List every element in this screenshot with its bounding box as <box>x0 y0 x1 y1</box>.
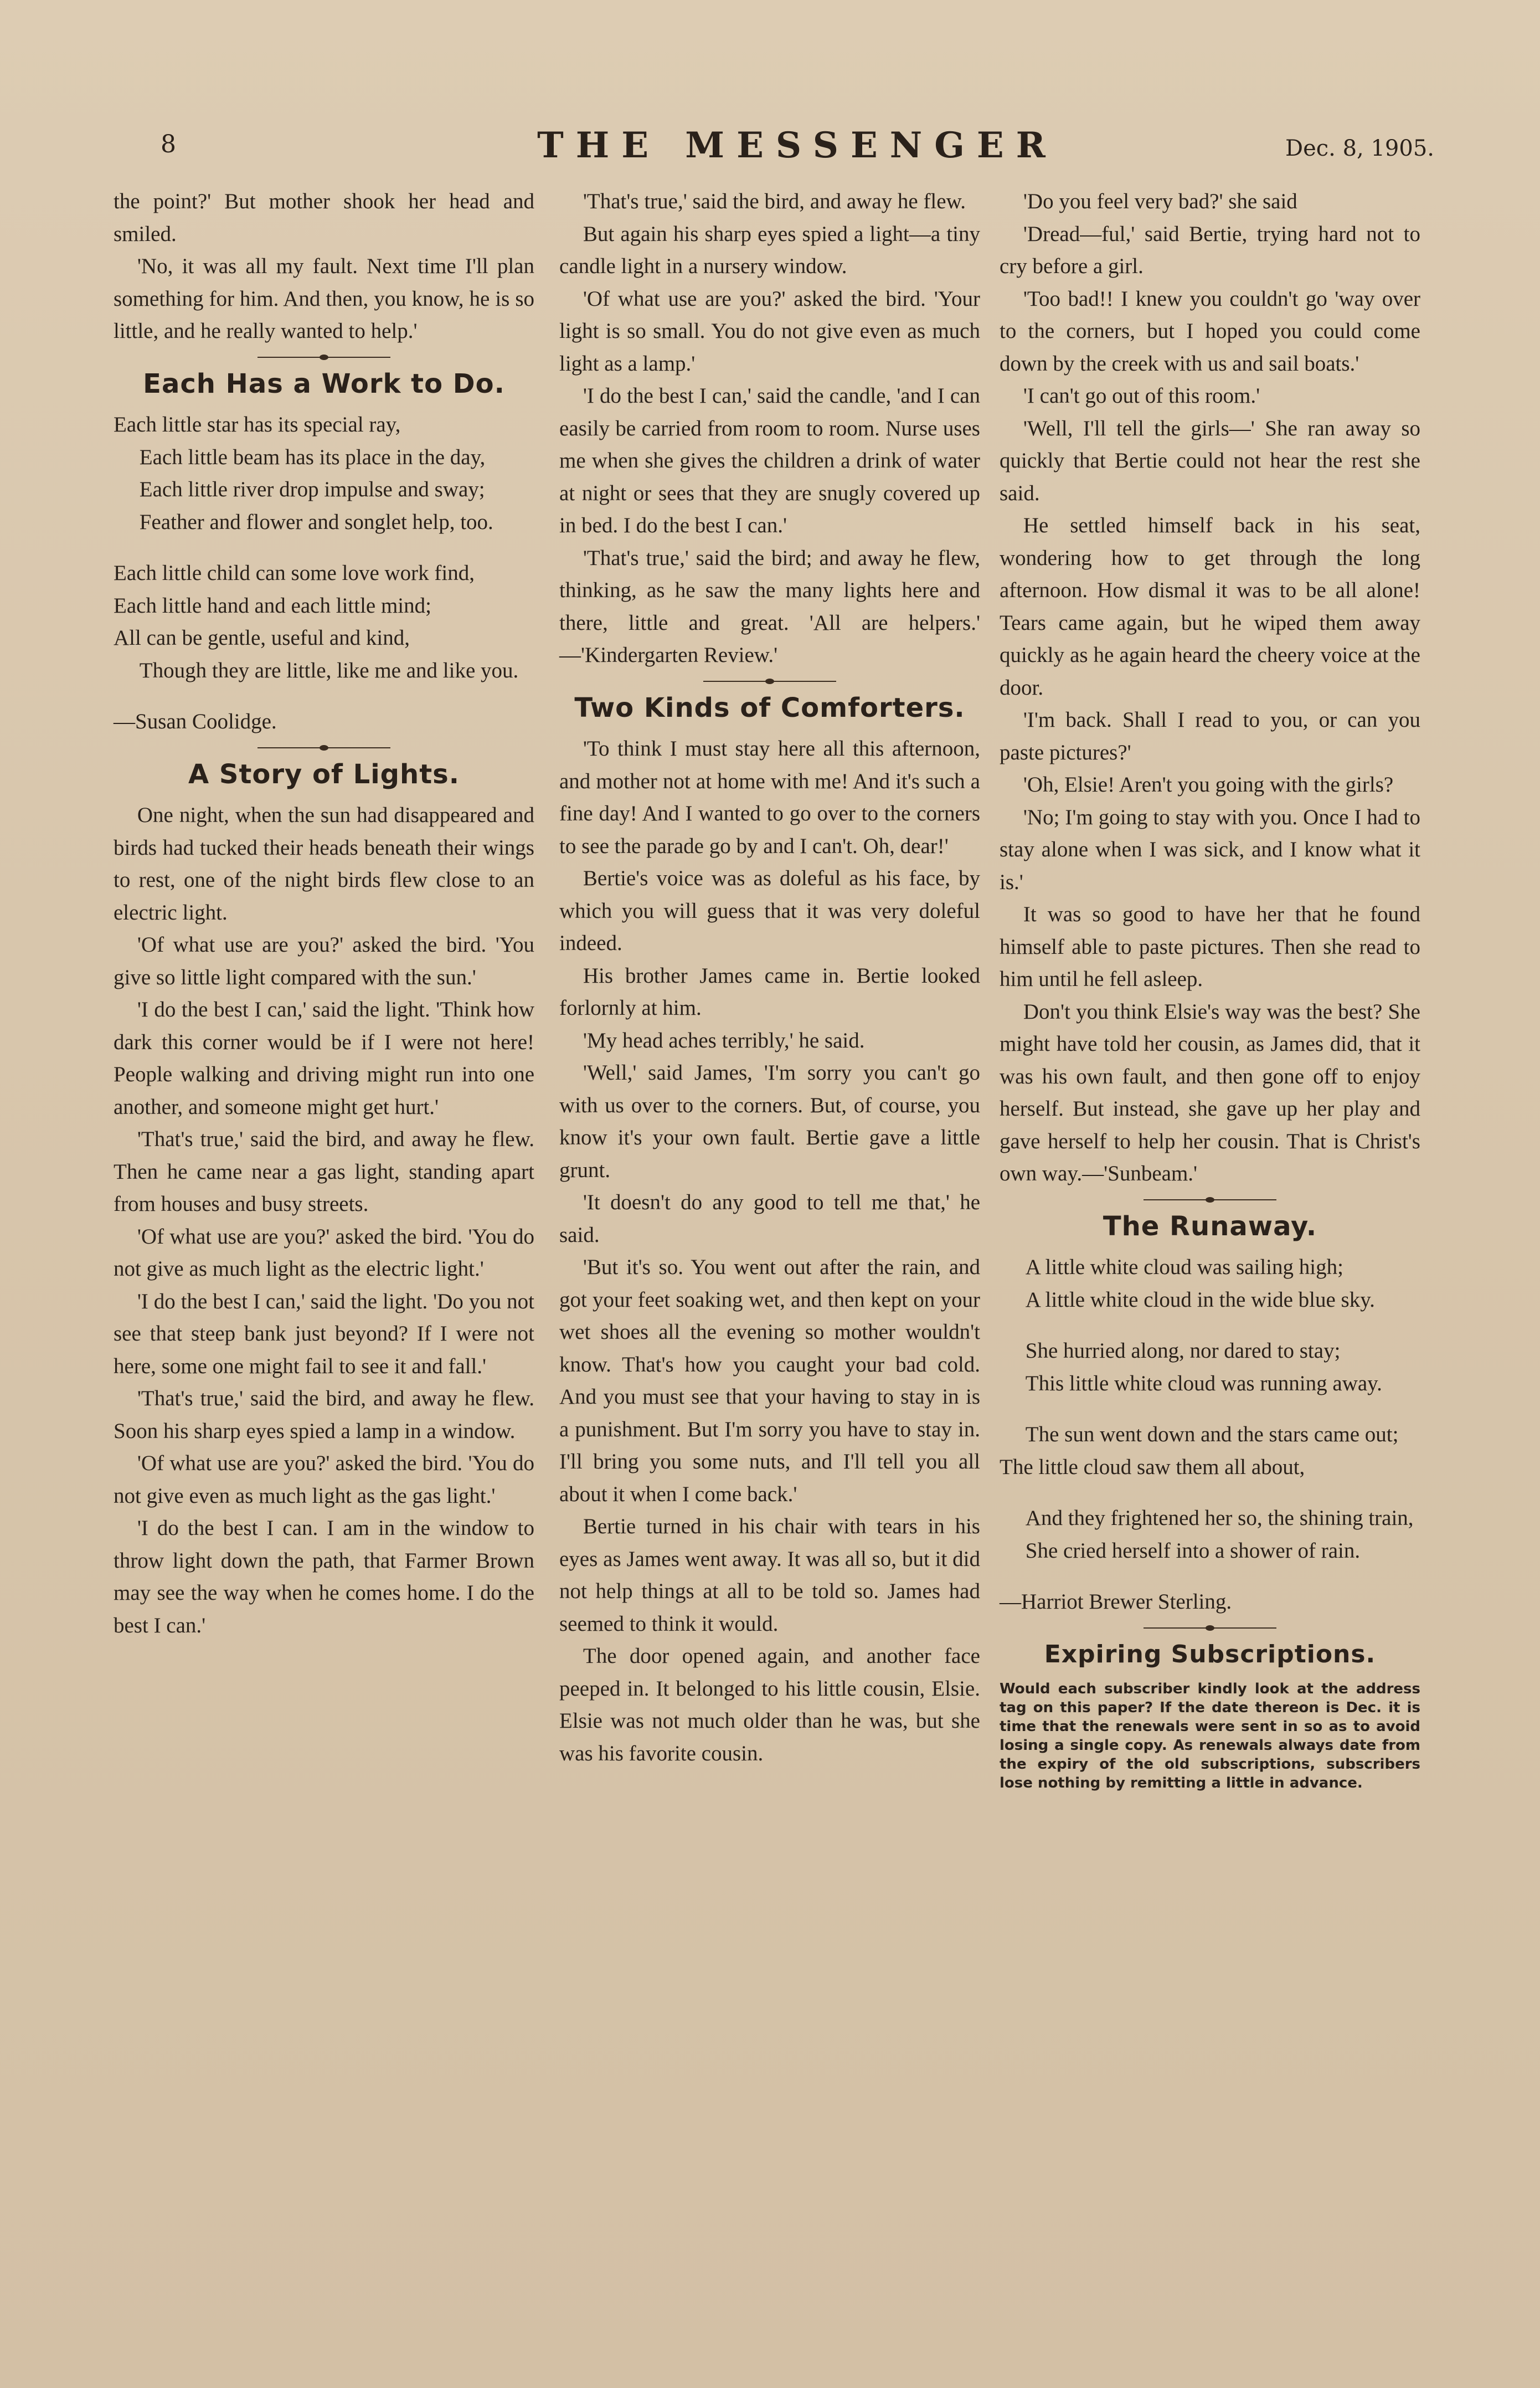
paragraph: One night, when the sun had disappeared and birds had tucked their heads beneath their wings to rest, one of the night birds flew close to an electric light. <box>114 803 534 925</box>
section-divider <box>257 353 390 361</box>
poem-stanza <box>114 557 534 687</box>
paragraph: 'That's true,' said the bird, and away he flew. Then he came near a gas light, standing apart from houses and busy streets. <box>114 1127 534 1216</box>
paragraph: 'I'm back. Shall I read to you, or can you paste pictures?' <box>1000 708 1420 764</box>
paragraph: 'I do the best I can,' said the candle, 'and I can easily be carried from room to room. Nurse uses me when she gives the children a drink of water at night or sees that they are snugly covered up in bed. I do the best I can.' <box>559 384 980 537</box>
paragraph: 'I do the best I can,' said the light. 'Think how dark this corner would be if I were not here! People walking and driving might run into one another, and someone might get hurt.' <box>114 998 534 1119</box>
paragraph: Bertie turned in his chair with tears in his eyes as James went away. It was all so, but it did not help things at all to be told so. James had seemed to think it would. <box>559 1514 980 1636</box>
paragraph: 'I can't go out of this room.' <box>1023 384 1260 408</box>
paragraph: He settled himself back in his seat, wondering how to get through the long afternoon. How dismal it was to be all alone! Tears came again, but he wiped them away quickly as he again heard the cheery voice at the door. <box>1000 513 1420 700</box>
paragraph: Don't you think Elsie's way was the best? She might have told her cousin, as James did, that it was his own fault, and then gone off to enjoy herself. But instead, she gave up her play and gave herself to help her cousin. That is Christ's own way.—'Sunbeam.' <box>1000 999 1420 1185</box>
paragraph: the point?' But mother shook her head and smiled. <box>114 189 534 246</box>
poem-line: She cried herself into a shower of rain. <box>1025 1538 1361 1563</box>
paragraph: 'Of what use are you?' asked the bird. 'You do not give as much light as the electric light.' <box>114 1224 534 1281</box>
paragraph: 'That's true,' said the bird; and away he flew, thinking, as he saw the many lights here and there, little and great. 'All are helpers.' —'Kindergarten Review.' <box>559 546 980 667</box>
section-divider <box>1144 1196 1276 1204</box>
paragraph: 'But it's so. You went out after the rain, and got your feet soaking wet, and then kept on your wet shoes all the evening so mother wouldn't know. That's how you caught your bad cold. And you must see that your having to stay in is a punishment. But I'm sorry you have to stay in. I'll bring you some nuts, and I'll tell you all about it when I come back.' <box>559 1255 980 1506</box>
paragraph: 'Well,' said James, 'I'm sorry you can't go with us over to the corners. But, of course, you know it's your own fault. Bertie gave a little grunt. <box>559 1061 980 1182</box>
poem-title: The Runaway. <box>1103 1210 1317 1242</box>
poem-author: —Harriot Brewer Sterling. <box>1000 1590 1232 1614</box>
paragraph: 'My head aches terribly,' he said. <box>583 1028 865 1052</box>
paragraph: 'Of what use are you?' asked the bird. 'Your light is so small. You do not give even as much light as a lamp.' <box>559 286 980 376</box>
poem-stanza <box>1000 1502 1420 1567</box>
paragraph: 'No; I'm going to stay with you. Once I had to stay alone when I was sick, and I know what it is.' <box>1000 805 1420 894</box>
poem-line: The little cloud saw them all about, <box>1000 1455 1305 1479</box>
paragraph: The door opened again, and another face peeped in. It belonged to his little cousin, Elsie. Elsie was not much older than he was, but she was his favorite cousin. <box>559 1644 980 1765</box>
poem-line: Each little river drop impulse and sway; <box>139 477 485 501</box>
notice-text: Would each subscriber kindly look at the address tag on this paper? If the date thereon is Dec. it is time that the renewals were sent in so as to avoid losing a single copy. As renewals always date from the expiry of the old subscriptions, subscribers lose nothing by remitting a little in advance. <box>1000 1681 1420 1791</box>
story-title: A Story of Lights. <box>188 758 460 790</box>
paragraph: 'Well, I'll tell the girls—' She ran away so quickly that Bertie could not hear the rest she said. <box>1000 416 1420 505</box>
paragraph: 'That's true,' said the bird, and away he flew. <box>583 189 966 213</box>
paragraph: 'I do the best I can,' said the light. 'Do you not see that steep bank just beyond? If I were not here, some one might fail to see it and fall.' <box>114 1289 534 1378</box>
paragraph: 'Dread—ful,' said Bertie, trying hard not to cry before a girl. <box>1000 222 1420 278</box>
paragraph: 'To think I must stay here all this afternoon, and mother not at home with me! And it's such a fine day! And I wanted to go over to the corners to see the parade go by and I can't. Oh, dear!' <box>559 737 980 858</box>
poem-line: Each little star has its special ray, <box>114 413 401 436</box>
paragraph: Bertie's voice was as doleful as his face, by which you will guess that it was very doleful indeed. <box>559 866 980 955</box>
paragraph: 'It doesn't do any good to tell me that,' he said. <box>559 1190 980 1247</box>
poem-line: Feather and flower and songlet help, too. <box>139 510 493 534</box>
notice-title: Expiring Subscriptions. <box>1044 1640 1376 1668</box>
poem-line: Though they are little, like me and like you. <box>139 658 519 682</box>
poem-stanza <box>1000 1419 1420 1483</box>
column-1 <box>114 186 534 1642</box>
paragraph: 'Of what use are you?' asked the bird. 'You do not give even as much light as the gas light.' <box>114 1451 534 1508</box>
poem-stanza <box>1000 1251 1420 1316</box>
paragraph: 'Too bad!! I knew you couldn't go 'way over to the corners, but I hoped you could come down by the creek with us and sail boats.' <box>1000 286 1420 376</box>
page-number: 8 <box>161 130 176 158</box>
poem-line: Each little beam has its place in the day, <box>139 445 486 469</box>
poem <box>114 409 534 738</box>
paragraph: 'I do the best I can. I am in the window to throw light down the path, that Farmer Brown may see the way when he comes home. I do the best I can.' <box>114 1516 534 1637</box>
section-divider <box>703 677 836 685</box>
column-2 <box>559 186 980 1770</box>
poem-title: Each Has a Work to Do. <box>143 368 505 399</box>
section-divider <box>1144 1624 1276 1632</box>
poem-line: All can be gentle, useful and kind, <box>114 626 410 650</box>
poem-line: She hurried along, nor dared to stay; <box>1025 1339 1341 1363</box>
poem-line: This little white cloud was running away. <box>1025 1371 1382 1395</box>
poem-line: A little white cloud in the wide blue sky. <box>1025 1287 1375 1312</box>
poem <box>1000 1251 1420 1619</box>
paragraph: It was so good to have her that he found himself able to paste pictures. Then she read to him until he fell asleep. <box>1000 902 1420 991</box>
section-divider <box>257 744 390 752</box>
story-title: Two Kinds of Comforters. <box>574 692 965 723</box>
paragraph: 'That's true,' said the bird, and away he flew. Soon his sharp eyes spied a lamp in a window. <box>114 1386 534 1443</box>
poem-line: Each little child can some love work find, <box>114 561 475 585</box>
paragraph: 'No, it was all my fault. Next time I'll plan something for him. And then, you know, he is so little, and he really wanted to help.' <box>114 254 534 343</box>
paragraph: 'Do you feel very bad?' she said <box>1023 189 1297 213</box>
paragraph: 'Oh, Elsie! Aren't you going with the girls? <box>1023 773 1394 797</box>
poem-line: A little white cloud was sailing high; <box>1025 1255 1343 1279</box>
paragraph: 'Of what use are you?' asked the bird. 'You give so little light compared with the sun.' <box>114 933 534 989</box>
issue-date: Dec. 8, 1905. <box>1285 136 1434 161</box>
paragraph: But again his sharp eyes spied a light—a tiny candle light in a nursery window. <box>559 222 980 278</box>
masthead <box>161 125 1434 174</box>
column-3 <box>1000 186 1420 1793</box>
poem-author: —Susan Coolidge. <box>114 710 277 733</box>
poem-line: Each little hand and each little mind; <box>114 593 431 618</box>
paragraph: His brother James came in. Bertie looked forlornly at him. <box>559 963 980 1020</box>
poem-stanza <box>114 409 534 538</box>
page-title: THE MESSENGER <box>537 125 1058 166</box>
poem-stanza <box>1000 1335 1420 1400</box>
poem-line: And they frightened her so, the shining train, <box>1025 1506 1414 1530</box>
poem-line: The sun went down and the stars came out; <box>1025 1422 1399 1446</box>
